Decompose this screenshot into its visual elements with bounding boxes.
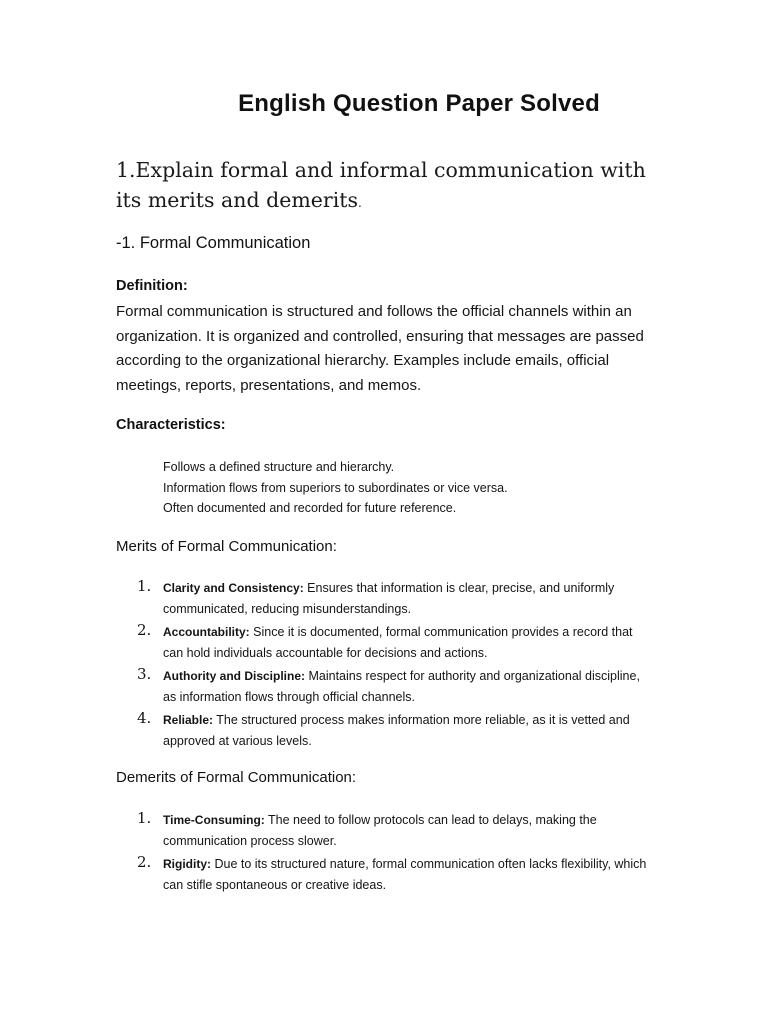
list-item: Information flows from superiors to subordinates or vice versa. xyxy=(163,480,508,495)
list-number: 2. xyxy=(137,853,152,871)
list-term: Accountability: xyxy=(163,625,250,639)
list-item xyxy=(116,710,656,752)
list-number: 1. xyxy=(137,809,152,827)
list-item xyxy=(116,578,656,620)
merits-list xyxy=(116,578,656,754)
definition-text: Formal communication is structured and follows the official channels within an organization. It is organized and controlled, ensuring that messages are passed according to the organizational hierarchy. Examples include emails, official meetings, reports, presentations, and memos. xyxy=(116,303,644,394)
list-item xyxy=(116,854,656,896)
list-number: 1. xyxy=(137,577,152,595)
list-item xyxy=(116,666,656,708)
characteristics-list xyxy=(163,457,508,519)
list-term: Rigidity: xyxy=(163,857,211,871)
list-text: Due to its structured nature, formal communication often lacks flexibility, which can stifle spontaneous or creative ideas. xyxy=(163,857,647,892)
list-number: 4. xyxy=(137,709,152,727)
list-item xyxy=(116,622,656,664)
list-text: Maintains respect for authority and organizational discipline, as information flows through official channels. xyxy=(163,669,640,704)
merits-heading: Merits of Formal Communication: xyxy=(116,538,337,555)
section-heading: -1. Formal Communication xyxy=(116,234,311,252)
characteristics-label: Characteristics: xyxy=(116,417,226,433)
list-item: Often documented and recorded for future reference. xyxy=(163,501,457,515)
list-text: The structured process makes information more reliable, as it is vetted and approved at various levels. xyxy=(163,713,630,748)
list-item: Follows a defined structure and hierarchy. xyxy=(163,460,395,474)
list-text: The need to follow protocols can lead to delays, making the communication process slower. xyxy=(163,813,597,848)
list-number: 3. xyxy=(137,665,152,683)
list-number: 2. xyxy=(137,621,152,639)
list-term: Authority and Discipline: xyxy=(163,669,306,683)
demerits-list xyxy=(116,810,656,898)
question-heading xyxy=(116,155,676,218)
document-title: English Question Paper Solved xyxy=(238,90,600,117)
list-term: Clarity and Consistency: xyxy=(163,581,304,595)
list-term: Time-Consuming: xyxy=(163,813,265,827)
question-text: 1.Explain formal and informal communication with its merits and demerits xyxy=(116,158,646,212)
list-item xyxy=(116,810,656,852)
definition-label: Definition: xyxy=(116,278,188,294)
question-trailing: . xyxy=(358,196,362,210)
list-text: Ensures that information is clear, precise, and uniformly communicated, reducing misunderstandings. xyxy=(163,581,615,616)
demerits-heading: Demerits of Formal Communication: xyxy=(116,769,357,786)
list-term: Reliable: xyxy=(163,713,214,727)
list-text: Since it is documented, formal communication provides a record that can hold individuals accountable for decisions and actions. xyxy=(163,625,633,660)
